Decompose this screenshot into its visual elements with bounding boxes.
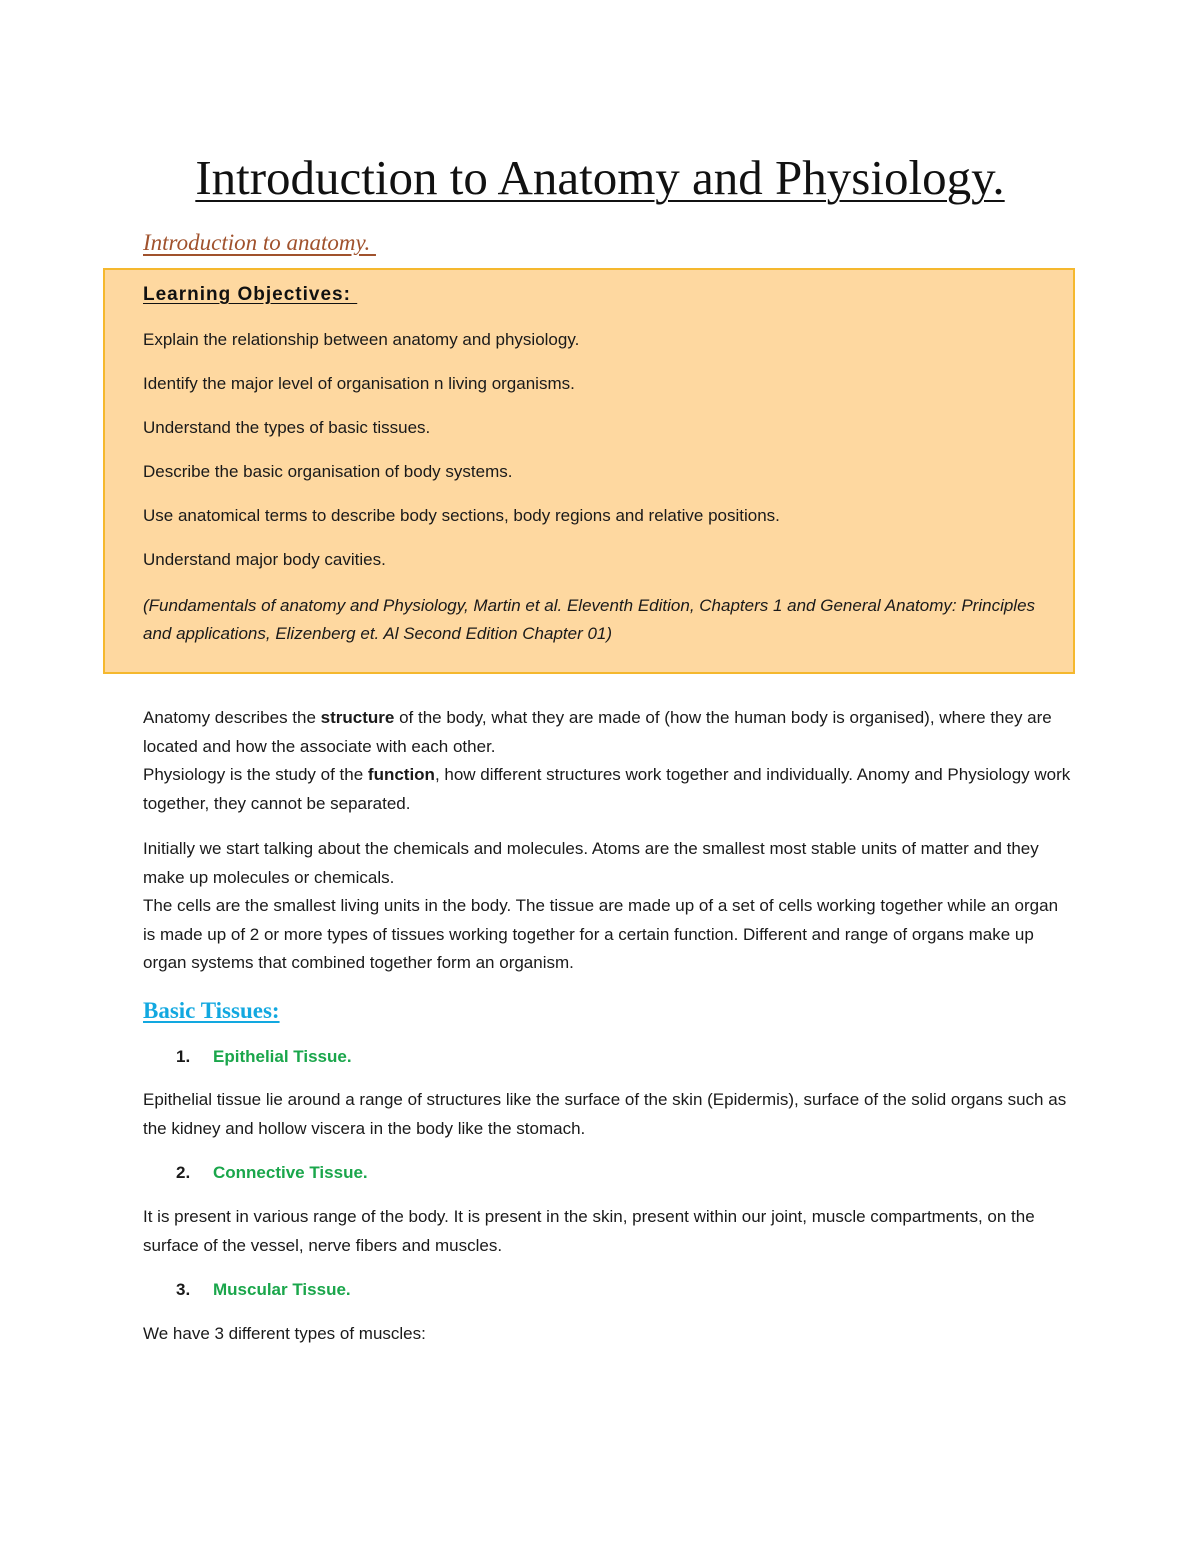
tissue-number: 1. <box>176 1047 191 1066</box>
tissue-number: 3. <box>176 1280 191 1299</box>
basic-tissues-heading: Basic Tissues: <box>143 998 280 1023</box>
document-title: Introduction to Anatomy and Physiology. <box>195 150 1005 205</box>
physiology-text-function: function <box>367 765 435 784</box>
objective-item: Use anatomical terms to describe body sections, body regions and relative positions. <box>143 506 780 525</box>
anatomy-text-c: of the body, what they are made of (how the human body is organised), where they are located and how the associate with each other. <box>143 708 1052 756</box>
tissue-heading-epithelial <box>176 1045 352 1069</box>
learning-objectives-box <box>103 268 1075 674</box>
tissue-text-connective: It is present in various range of the body. It is present in the skin, present within our joint, muscle compartments, on the surface of the vessel, nerve fibers and muscles. <box>143 1207 1035 1255</box>
physiology-text-d: Physiology is the study of the <box>143 765 368 784</box>
objective-item: Explain the relationship between anatomy and physiology. <box>143 330 580 349</box>
section-subtitle: Introduction to anatomy. <box>143 230 376 255</box>
tissue-heading-muscular <box>176 1278 351 1302</box>
objective-item: Understand major body cavities. <box>143 550 386 569</box>
physiology-text-f: , how different structures work together and individually. Anomy and Physiology work together, they cannot be separated. <box>143 765 1071 813</box>
anatomy-text-structure: structure <box>320 708 395 727</box>
organisation-text-a: Initially we start talking about the chemicals and molecules. Atoms are the smallest most stable units of matter and they make up molecules or chemicals. <box>143 839 1039 887</box>
tissue-text-epithelial: Epithelial tissue lie around a range of structures like the surface of the skin (Epidermis), surface of the solid organs such as the kidney and hollow viscera in the body like the stomach. <box>143 1090 1067 1138</box>
tissue-text-muscular: We have 3 different types of muscles: <box>143 1324 426 1343</box>
organisation-paragraph <box>143 835 1073 978</box>
objective-item: Understand the types of basic tissues. <box>143 418 431 437</box>
tissue-heading-connective <box>176 1161 368 1185</box>
objective-item: Describe the basic organisation of body systems. <box>143 462 513 481</box>
tissue-label: Epithelial Tissue. <box>213 1047 352 1066</box>
objectives-list <box>143 328 780 592</box>
organisation-text-b: The cells are the smallest living units in the body. The tissue are made up of a set of cells working together while an organ is made up of 2 or more types of tissues working together for a certain function. Different and range of organs make up organ systems that combined together form an organism. <box>143 896 1059 972</box>
anatomy-text-a: Anatomy describes the <box>143 708 321 727</box>
tissue-number: 2. <box>176 1163 191 1182</box>
tissue-label: Muscular Tissue. <box>213 1280 351 1299</box>
objectives-heading: Learning Objectives: <box>143 284 358 305</box>
objectives-reference: (Fundamentals of anatomy and Physiology, Martin et al. Eleventh Edition, Chapters 1 and General Anatomy: Principles and applications, Elizenberg et. Al Second Edition Chapter 01) <box>143 596 1036 643</box>
tissue-label: Connective Tissue. <box>213 1163 368 1182</box>
anatomy-paragraph <box>143 704 1073 818</box>
objective-item: Identify the major level of organisation n living organisms. <box>143 374 575 393</box>
